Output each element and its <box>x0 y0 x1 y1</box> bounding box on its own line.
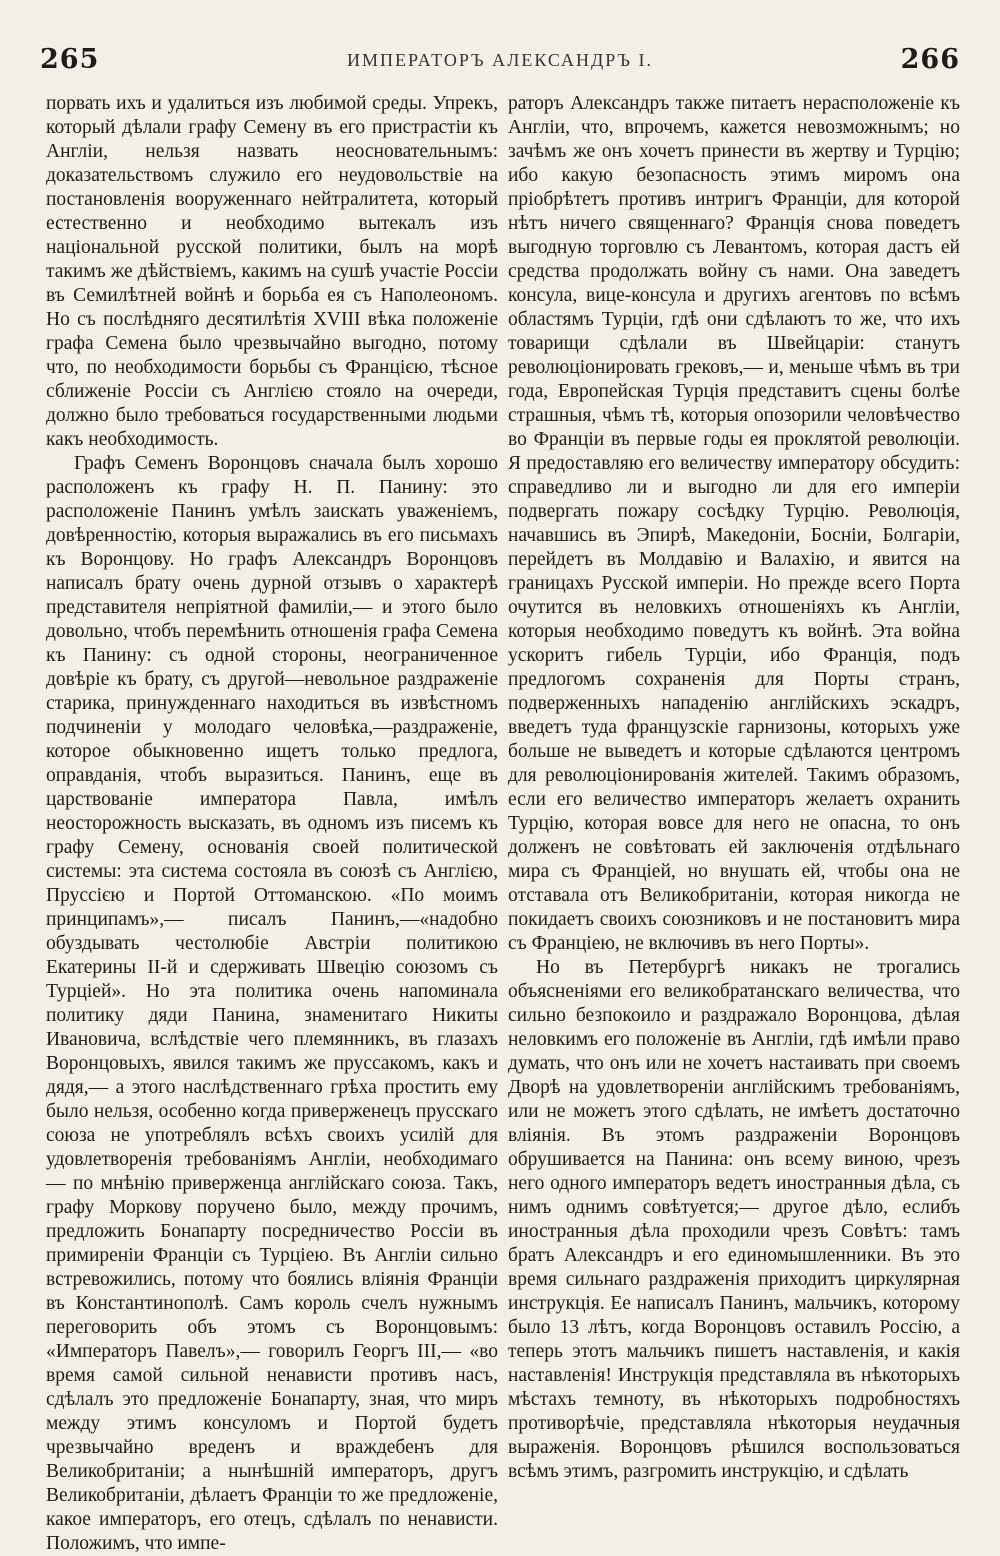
page-number-right: 266 <box>900 44 960 75</box>
paragraph: порвать ихъ и удалиться изъ любимой среды. Упрекъ, который дѣлали графу Семену въ его пристрастіи къ Англіи, нельзя назвать неосновательнымъ: доказательствомъ служило его неудовольствіе на постановленія вооруженнаго нейтралитета, который естественно и необходимо вытекалъ изъ національной русской политики, былъ на морѣ такимъ же дѣйствіемъ, какимъ на сушѣ участіе Россіи въ Семилѣтней войнѣ и борьба ея съ Наполеономъ. Но съ послѣдняго десятилѣтія XVIII вѣка положеніе графа Семена было чрезвычайно выгодно, потому что, по необходимости борьбы съ Францією, тѣсное сближеніе Россіи съ Англією стояло на очереди, должно было требоваться государственными людьми какъ необходимость. <box>46 93 498 450</box>
page-header <box>40 44 960 84</box>
right-column <box>508 92 960 1484</box>
running-title: ИМПЕРАТОРЪ АЛЕКСАНДРЪ I. <box>347 50 653 70</box>
paragraph: раторъ Александръ также питаетъ нерасположеніе къ Англіи, что, впрочемъ, кажется невозможнымъ; но зачѣмъ же онъ хочетъ принести въ жертву и Турцію; ибо какую безопасность этимъ миромъ она пріобрѣтетъ противъ интригъ Франціи, для которой нѣтъ ничего священнаго? Франція снова поведетъ выгодную торговлю съ Левантомъ, которая дастъ ей средства продолжать войну съ нами. Она заведетъ консула, вице-консула и другихъ агентовъ по всѣмъ областямъ Турціи, гдѣ они сдѣлаютъ то же, что ихъ товарищи сдѣлали въ Швейцаріи: станутъ революціонировать грековъ,— и, меньше чѣмъ въ три года, Европейская Турція представитъ сцены болѣе страшныя, чѣмъ тѣ, которыя опозорили человѣчество во Франціи въ первые годы ея проклятой революціи. Я предоставляю его величеству императору обсудить: справедливо ли и выгодно ли для его имперіи подвергать пожару сосѣдку Турцію. Революція, начавшись въ Эпирѣ, Македоніи, Босніи, Болгаріи, перейдетъ въ Молдавію и Валахію, и явится на границахъ Русской имперіи. Но прежде всего Порта очутится въ неловкихъ отношеніяхъ къ Англіи, которыя необходимо поведутъ къ войнѣ. Эта война ускоритъ гибель Турціи, ибо Франція, подъ предлогомъ сохраненія для Порты странъ, подверженныхъ нападенію англійскихъ эскадръ, введетъ туда французскіе гарнизоны, которыхъ уже больше не выведетъ и которые сдѣлаются центромъ для революціонированія жителей. Такимъ образомъ, если его величество императоръ желаетъ охранить Турцію, которая вовсе для него не опасна, то онъ долженъ не совѣтовать ей заключенія отдѣльнаго мира съ Франціей, но внушать ей, чтобы она не отставала отъ Великобританіи, которая никогда не покидаетъ своихъ союзниковъ и не постановитъ мира съ Франціею, не включивъ въ него Порты». <box>508 93 960 954</box>
paragraph: Графъ Семенъ Воронцовъ сначала былъ хорошо расположенъ къ графу Н. П. Панину: это расположеніе Панинъ умѣлъ заискать уваженіемъ, довѣренностію, которыя выражались въ его письмахъ къ Воронцову. Но графъ Александръ Воронцовъ написалъ брату очень дурной отзывъ о характерѣ представителя непріятной фамиліи,— и этого было довольно, чтобъ перемѣнить отношенія графа Семена къ Панину: съ одной стороны, неограниченное довѣріе къ брату, съ другой—невольное раздраженіе старика, принужденнаго находиться въ извѣстномъ подчиненіи у молодаго человѣка,—раздраженіе, которое обыкновенно ищетъ только предлога, оправданія, чтобъ выразиться. Панинъ, еще въ царствованіе императора Павла, имѣлъ неосторожность высказать, въ одномъ изъ писемъ къ графу Семену, основанія своей политической системы: эта система состояла въ союзѣ съ Англією, Пруссією и Портой Оттоманскою. «По моимъ принципамъ»,— писалъ Панинъ,—«надобно обуздывать честолюбіе Австріи политикою Екатерины II-й и сдерживать Швецію союзомъ съ Турціей». Но эта политика очень напоминала политику дяди Панина, знаменитаго Никиты Ивановича, вслѣдствіе чего племянникъ, въ глазахъ Воронцовыхъ, явился такимъ же пруссакомъ, какъ и дядя,— а этого наслѣдственнаго грѣха простить ему было нельзя, особенно когда приверженецъ прусскаго союза не употреблялъ всѣхъ своихъ усилій для удовлетворенія требованіямъ Англіи, необходимаго — по мнѣнію приверженца англійскаго союза. Такъ, графу Моркову поручено было, между прочимъ, предложить Бонапарту посредничество Россіи въ примиреніи Франціи съ Турціею. Въ Англіи сильно встревожились, потому что боялись вліянія Франціи въ Константинополѣ. Самъ король счелъ нужнымъ переговорить объ этомъ съ Воронцовымъ: «Императоръ Павелъ»,— говорилъ Георгъ III,— «во время самой сильной ненависти противъ насъ, сдѣлалъ это предложеніе Бонапарту, зная, что миръ между этимъ консуломъ и Портой будетъ чрезвычайно вреденъ и враждебенъ для Великобританіи; а нынѣшній императоръ, другъ Великобританіи, дѣлаетъ Франціи то же предложеніе, какое императоръ, его отецъ, сдѣлалъ по ненависти. Положимъ, что импе- <box>46 453 498 1554</box>
left-column <box>46 92 498 1556</box>
paragraph: Но въ Петербургѣ никакъ не трогались объясненіями его великобратанскаго величества, что сильно безпокоило и раздражало Воронцова, дѣлая неловкимъ его положеніе въ Англіи, гдѣ имѣли право думать, что онъ или не хочетъ настаивать при своемъ Дворѣ на удовлетвореніи англійскимъ требованіямъ, или не можетъ этого сдѣлать, не имѣетъ достаточно вліянія. Въ этомъ раздраженіи Воронцовъ обрушивается на Панина: онъ всему виною, чрезъ него одного императоръ ведетъ иностранныя дѣла, съ нимъ однимъ совѣтуется;— другое дѣло, еслибъ иностранныя дѣла проходили чрезъ Совѣтъ: тамъ братъ Александръ и его единомышленники. Въ это время сильнаго раздраженія приходитъ циркулярная инструкція. Ее написалъ Панинъ, мальчикъ, которому было 13 лѣтъ, когда Воронцовъ оставилъ Россію, а теперь этотъ мальчикъ пишетъ наставленія, и какія наставленія! Инструкція представляла въ нѣкоторыхъ мѣстахъ темноту, въ нѣкоторыхъ подробностяхъ противорѣчіе, представляла нѣкоторыя неудачныя выраженія. Воронцовъ рѣшился воспользоваться всѣмъ этимъ, разгромить инструкцію, и сдѣлать <box>508 957 960 1482</box>
page-number-left: 265 <box>40 44 100 75</box>
